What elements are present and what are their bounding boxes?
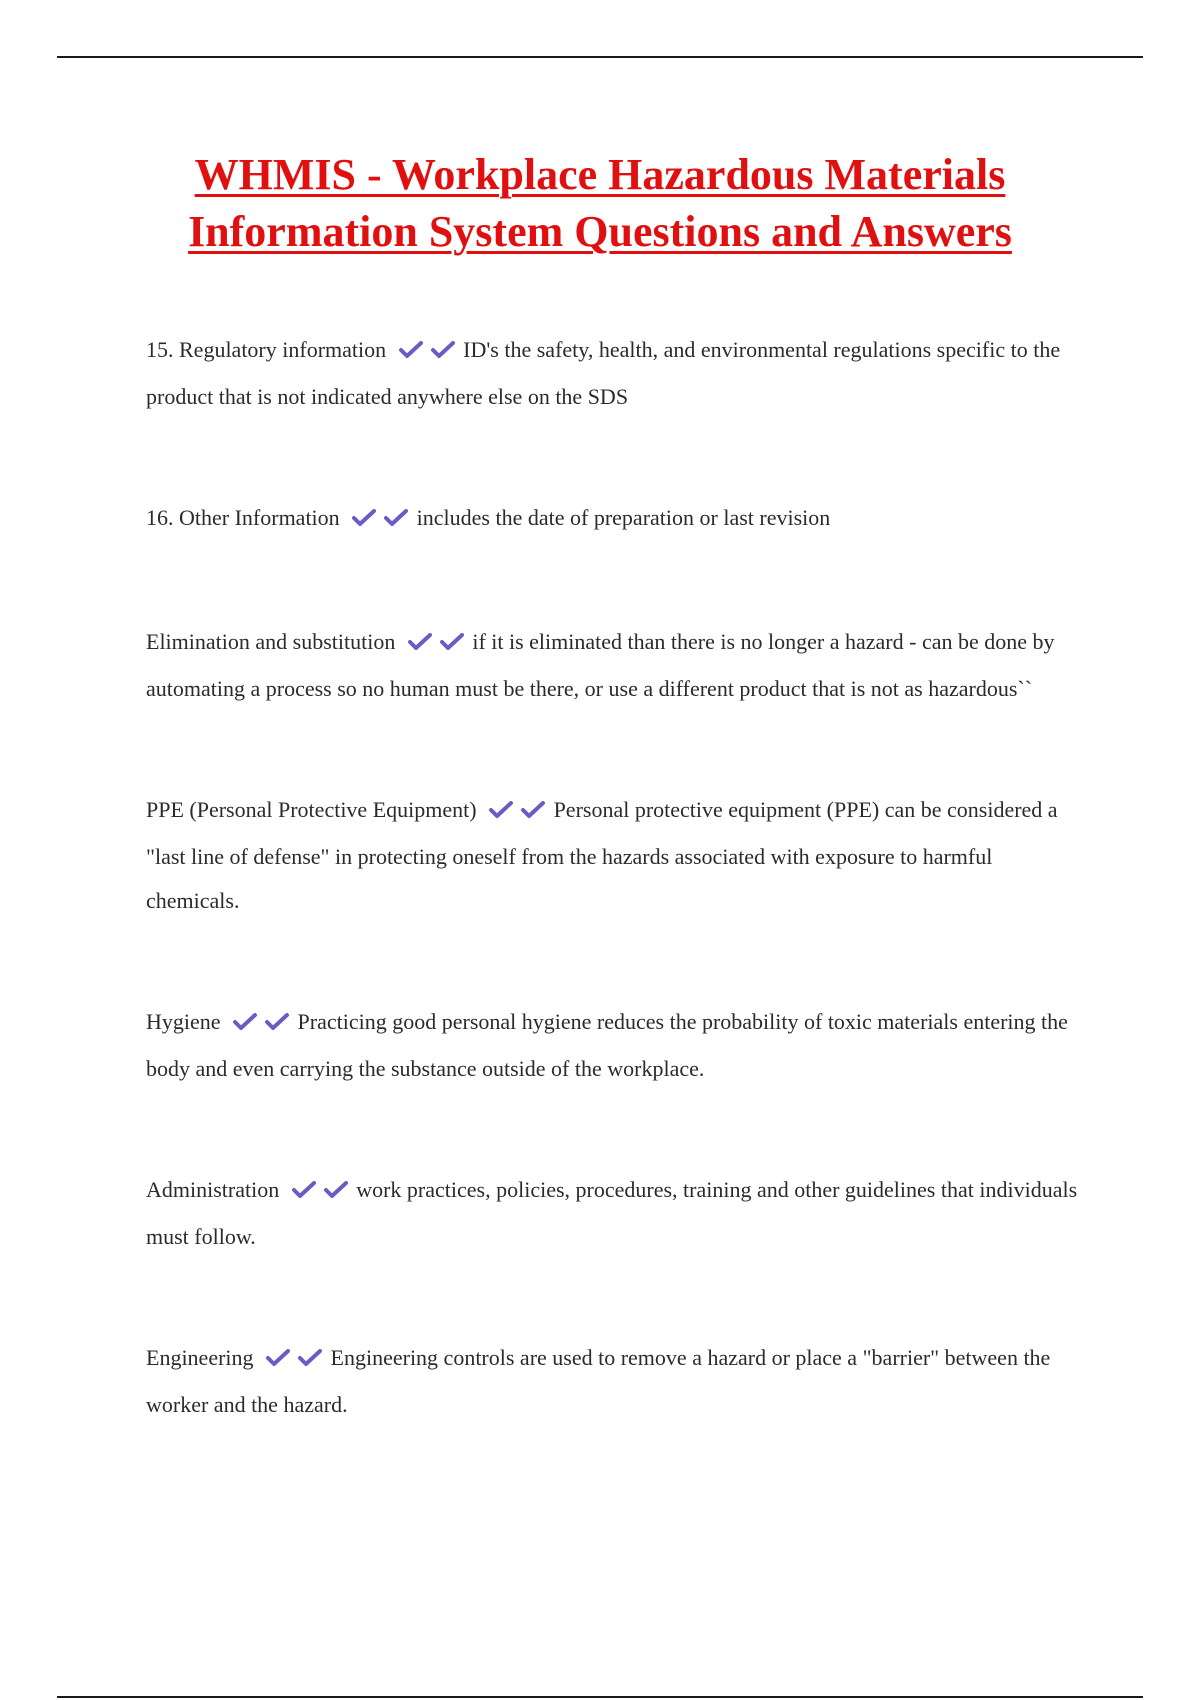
entry-term: Elimination and substitution	[146, 629, 396, 654]
entry-definition: work practices, policies, procedures, training and other guidelines that individuals must follow.	[146, 1177, 1078, 1249]
qa-entry	[146, 788, 1086, 923]
double-check-icon	[232, 1003, 290, 1047]
entry-term: Engineering	[146, 1345, 254, 1370]
entry-term: 16. Other Information	[146, 505, 340, 530]
double-check-icon	[488, 791, 546, 835]
entry-definition: Practicing good personal hygiene reduces the probability of toxic materials entering the body and even carrying the substance outside of the workplace.	[146, 1009, 1068, 1081]
entry-term: PPE (Personal Protective Equipment)	[146, 797, 477, 822]
entry-definition: ID's the safety, health, and environmental regulations specific to the product that is not indicated anywhere else on the SDS	[146, 337, 1061, 409]
document-title	[100, 146, 1100, 260]
entry-term: Hygiene	[146, 1009, 221, 1034]
entry-term: Administration	[146, 1177, 280, 1202]
entry-definition: Engineering controls are used to remove a hazard or place a "barrier" between the worker and the hazard.	[146, 1345, 1051, 1417]
entry-term: 15. Regulatory information	[146, 337, 387, 362]
double-check-icon	[351, 499, 409, 543]
qa-entry	[146, 1000, 1086, 1091]
bottom-divider	[57, 1696, 1143, 1698]
title-line-2: Information System Questions and Answers	[188, 207, 1012, 256]
double-check-icon	[291, 1171, 349, 1215]
qa-list	[146, 328, 1086, 1427]
entry-definition: Personal protective equipment (PPE) can be considered a "last line of defense" in protecting oneself from the hazards associated with exposure to harmful chemicals.	[146, 797, 1058, 913]
double-check-icon	[407, 623, 465, 667]
double-check-icon	[265, 1339, 323, 1383]
qa-entry	[146, 1336, 1086, 1427]
qa-entry	[146, 620, 1086, 711]
entry-definition: includes the date of preparation or last revision	[416, 505, 831, 530]
qa-entry	[146, 1168, 1086, 1259]
entry-definition: if it is eliminated than there is no longer a hazard - can be done by automating a process so no human must be there, or use a different product that is not as hazardous``	[146, 629, 1055, 701]
qa-entry	[146, 328, 1086, 419]
title-line-1: WHMIS - Workplace Hazardous Materials	[194, 150, 1006, 199]
top-divider	[57, 56, 1143, 58]
double-check-icon	[398, 331, 456, 375]
qa-entry	[146, 496, 1086, 543]
